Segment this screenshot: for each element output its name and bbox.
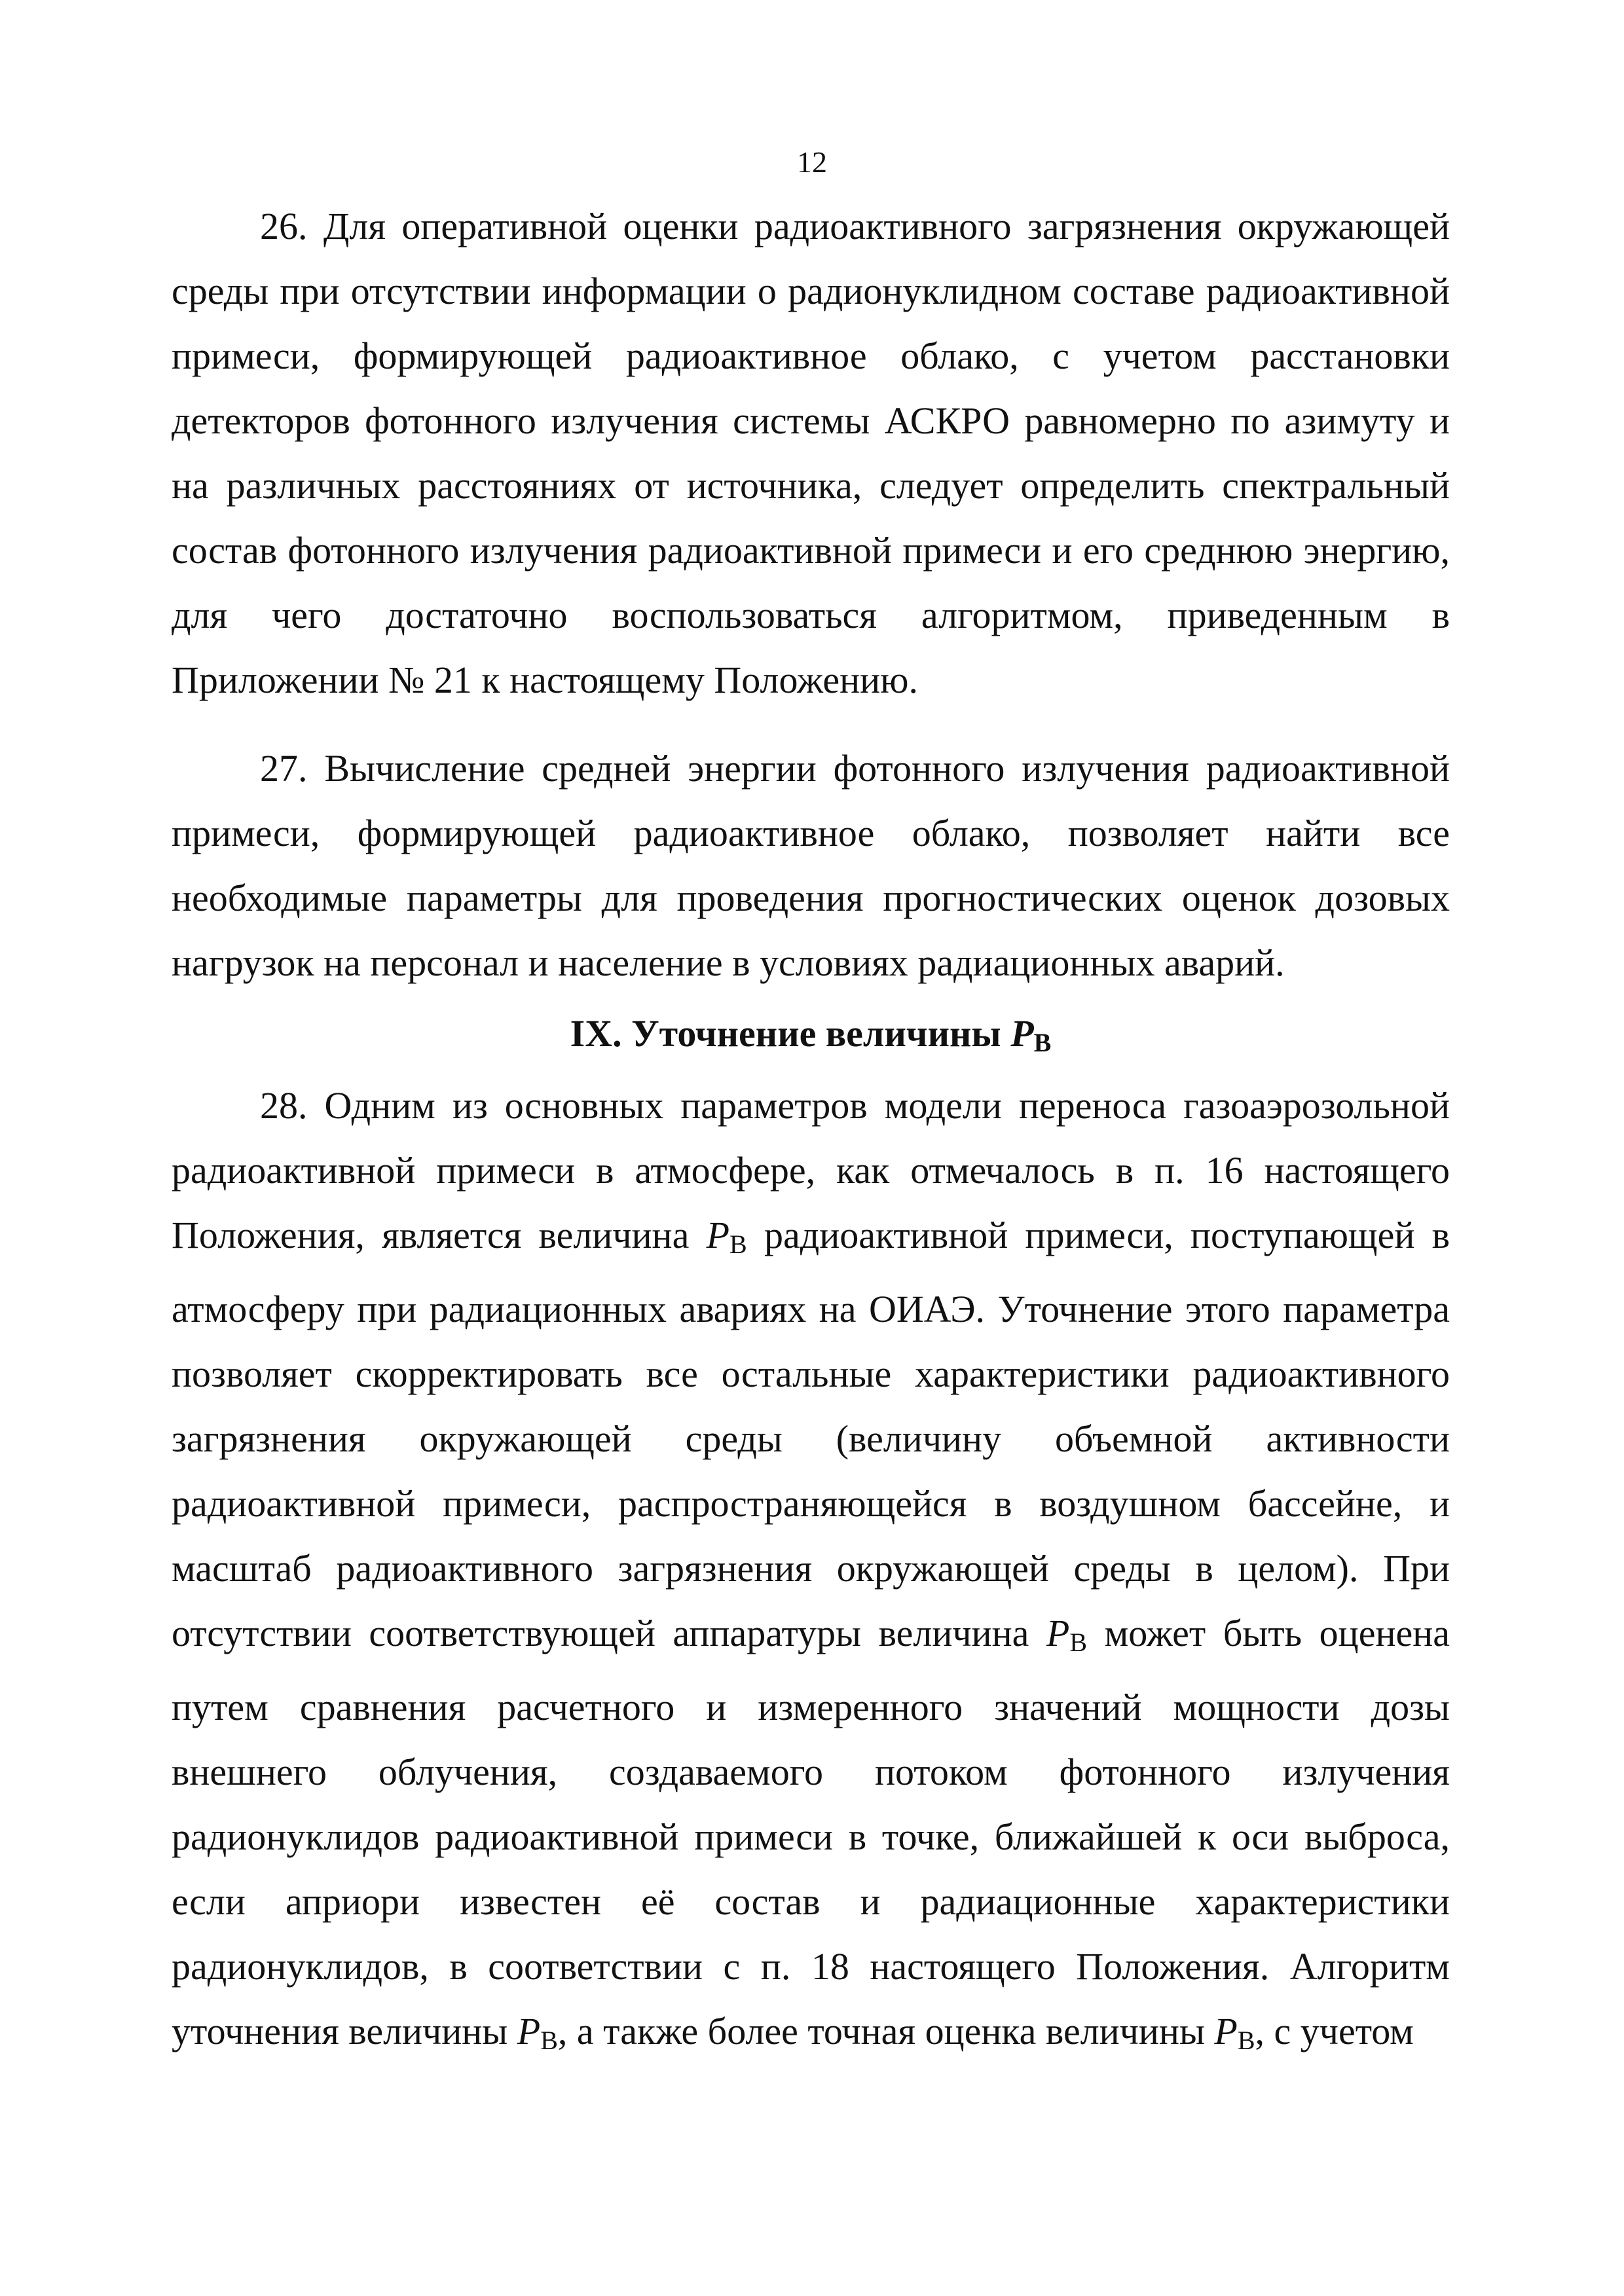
- pv-symbol: [706, 1214, 747, 1259]
- paragraph-28-part-1: 28. Одним из основных параметров модели переноса газоаэрозольной радиоактивной примеси в атмосфере, как отмечалось в п. 16 настоящего Положения, является величина: [172, 1084, 1450, 1256]
- paragraph-28-part-5: , с учетом: [1255, 2010, 1414, 2052]
- paragraph-28-part-2: радиоактивной примеси, поступающей в атмосферу при радиационных авариях на ОИАЭ. Уточнение этого параметра позволяет скорректировать все остальные характеристики радиоактивного загрязнения окружающей среды (величину объемной активности радиоактивной примеси, распространяющейся в воздушном бассейне, и масштаб радиоактивного загрязнения окружающей среды в целом). При отсутствии соответствующей аппаратуры величина: [172, 1214, 1450, 1654]
- pv-symbol-letter: P: [1046, 1612, 1070, 1654]
- pv-symbol: [1010, 1012, 1051, 1055]
- pv-symbol-subscript: В: [1033, 1028, 1052, 1057]
- pv-symbol: [1046, 1612, 1088, 1657]
- pv-symbol: [517, 2010, 558, 2055]
- pv-symbol-subscript: В: [1237, 2026, 1255, 2055]
- pv-symbol-letter: P: [1010, 1012, 1034, 1055]
- pv-symbol-subscript: В: [1069, 1628, 1088, 1657]
- pv-symbol-letter: P: [706, 1214, 730, 1256]
- paragraph-28: [172, 1073, 1450, 2073]
- section-heading-text: IX. Уточнение величины: [570, 1012, 1011, 1055]
- pv-symbol-subscript: В: [729, 1230, 747, 1259]
- paragraph-26: 26. Для оперативной оценки радиоактивного загрязнения окружающей среды при отсутствии информации о радионуклидном составе радиоактивной примеси, формирующей радиоактивное облако, с учетом расстановки детекторов фотонного излучения системы АСКРО равномерно по азимуту и на различных расстояниях от источника, следует определить спектральный состав фотонного излучения радиоактивной примеси и его среднюю энергию, для чего достаточно воспользоваться алгоритмом, приведенным в Приложении № 21 к настоящему Положению.: [172, 205, 1450, 701]
- pv-symbol: [1214, 2010, 1255, 2055]
- paragraph-27: 27. Вычисление средней энергии фотонного излучения радиоактивной примеси, формирующей радиоактивное облако, позволяет найти все необходимые параметры для проведения прогностических оценок дозовых нагрузок на персонал и население в условиях радиационных аварий.: [172, 747, 1450, 984]
- pv-symbol-subscript: В: [540, 2026, 558, 2055]
- page-number: 12: [797, 145, 827, 179]
- pv-symbol-letter: P: [1214, 2010, 1238, 2052]
- section-heading: [172, 1001, 1450, 1075]
- pv-symbol-letter: P: [517, 2010, 541, 2052]
- paragraph-28-part-4: , а также более точная оценка величины: [557, 2010, 1215, 2052]
- paragraph-28-part-3: может быть оценена путем сравнения расчетного и измеренного значений мощности дозы внешнего облучения, создаваемого потоком фотонного излучения радионуклидов радиоактивной примеси в точке, ближайшей к оси выброса, если априори известен её состав и радиационные характеристики радионуклидов, в соответствии с п. 18 настоящего Положения. Алгоритм уточнения величины: [172, 1612, 1450, 2052]
